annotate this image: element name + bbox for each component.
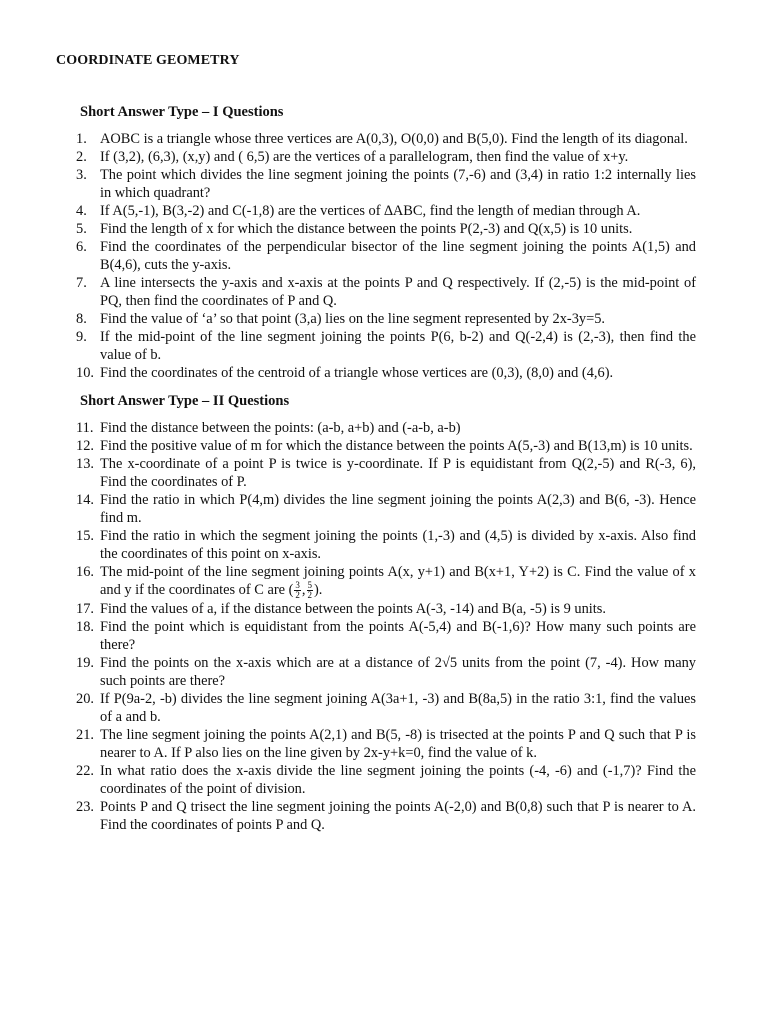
fraction-three-halves [294, 581, 301, 600]
question-text: Points P and Q trisect the line segment joining the points A(-2,0) and B(0,8) such that P is nearer to A. Find the coordinates of points P and Q. [100, 799, 696, 834]
question-item [56, 310, 696, 328]
fraction-numerator: 5 [307, 580, 313, 591]
question-number: 23. [76, 799, 94, 816]
question-text: The mid-point of the line segment joining points A(x, y+1) and B(x+1, Y+2) is C. Find the value of x and y if the coordinates of C are ( [100, 564, 696, 598]
question-text: The line segment joining the points A(2,1) and B(5, -8) is trisected at the points P and Q such that P is nearer to A. If P also lies on the line given by 2x-y+k=0, find the value of k. [100, 727, 696, 762]
question-text: A line intersects the y-axis and x-axis at the points P and Q respectively. If (2,-5) is the mid-point of PQ, then find the coordinates of P and Q. [100, 275, 696, 309]
question-text: The x-coordinate of a point P is twice is y-coordinate. If P is equidistant from Q(2,-5) and R(-3, 6), Find the coordinates of P. [100, 456, 696, 490]
question-number: 6. [76, 239, 87, 255]
question-item [56, 455, 696, 491]
section-title-short-answer-1: Short Answer Type – I Questions [80, 104, 284, 120]
question-number: 14. [76, 492, 94, 508]
question-text: AOBC is a triangle whose three vertices are A(0,3), O(0,0) and B(5,0). Find the length of its diagonal. [100, 131, 688, 147]
question-text: If the mid-point of the line segment joining the points P(6, b-2) and Q(-2,4) is (2,-3), then find the value of b. [100, 329, 696, 363]
question-item [56, 419, 696, 437]
question-text-end: ). [314, 582, 323, 598]
question-number: 4. [76, 203, 87, 219]
question-item [56, 618, 696, 654]
question-text: Find the distance between the points: (a-b, a+b) and (-a-b, a-b) [100, 420, 461, 436]
question-number: 16. [76, 564, 94, 580]
question-text: In what ratio does the x-axis divide the line segment joining the points (-4, -6) and (-1,7)? Find the coordinates of the point of division. [100, 763, 696, 798]
question-number: 2. [76, 149, 87, 165]
question-text: Find the positive value of m for which the distance between the points A(5,-3) and B(13,m) is 10 units. [100, 438, 693, 454]
question-number: 1. [76, 131, 87, 147]
question-number: 9. [76, 329, 87, 345]
question-item [56, 527, 696, 563]
question-item [56, 274, 696, 310]
question-number: 12. [76, 438, 94, 454]
question-item [56, 130, 696, 148]
question-text: Find the ratio in which P(4,m) divides the line segment joining the points A(2,3) and B(6, -3). Hence find m. [100, 492, 696, 526]
question-text: If P(9a-2, -b) divides the line segment joining A(3a+1, -3) and B(8a,5) in the ratio 3:1, find the values of a and b. [100, 691, 696, 726]
question-text: If (3,2), (6,3), (x,y) and ( 6,5) are the vertices of a parallelogram, then find the value of x+y. [100, 149, 629, 165]
question-text: Find the points on the x-axis which are at a distance of 2√5 units from the point (7, -4). How many such points are there? [100, 655, 696, 690]
question-number: 20. [76, 691, 94, 708]
question-item [56, 437, 696, 455]
fraction-denominator: 2 [295, 590, 300, 601]
question-text: The point which divides the line segment joining the points (7,-6) and (3,4) in ratio 1:2 internally lies in which quadrant? [100, 167, 696, 201]
fraction-denominator: 2 [307, 590, 313, 601]
question-text: Find the value of ‘a’ so that point (3,a) lies on the line segment represented by 2x-3y=5. [100, 311, 605, 327]
question-item [56, 762, 696, 798]
question-text: Find the values of a, if the distance between the points A(-3, -14) and B(a, -5) is 9 units. [100, 601, 606, 618]
question-number: 22. [76, 763, 94, 780]
question-number: 19. [76, 655, 94, 672]
question-item [56, 166, 696, 202]
question-item [56, 148, 696, 166]
question-item [56, 798, 696, 834]
document-title: COORDINATE GEOMETRY [56, 53, 240, 68]
question-list-section-1 [56, 130, 696, 382]
question-number: 18. [76, 619, 94, 636]
question-number: 13. [76, 456, 94, 472]
question-text: Find the ratio in which the segment joining the points (1,-3) and (4,5) is divided by x-axis. Also find the coordinates of this point on x-axis. [100, 528, 696, 562]
question-text: If A(5,-1), B(3,-2) and C(-1,8) are the vertices of ∆ABC, find the length of median through A. [100, 203, 641, 219]
question-item [56, 364, 696, 382]
question-number: 8. [76, 311, 87, 327]
question-number: 11. [76, 420, 94, 436]
question-number: 5. [76, 221, 87, 237]
fraction-separator: , [301, 582, 306, 598]
question-item [56, 238, 696, 274]
question-item [56, 600, 696, 618]
section-title-short-answer-2: Short Answer Type – II Questions [80, 393, 290, 409]
question-item [56, 491, 696, 527]
question-number: 10. [76, 365, 94, 381]
question-item [56, 690, 696, 726]
question-item [56, 220, 696, 238]
question-number: 17. [76, 601, 94, 618]
question-text: Find the length of x for which the distance between the points P(2,-3) and Q(x,5) is 10 units. [100, 221, 633, 237]
question-text: Find the coordinates of the centroid of a triangle whose vertices are (0,3), (8,0) and (4,6). [100, 365, 614, 381]
question-number: 7. [76, 275, 87, 291]
question-item [56, 563, 696, 600]
question-number: 15. [76, 528, 94, 544]
fraction-five-halves [307, 581, 314, 600]
question-text: Find the coordinates of the perpendicular bisector of the line segment joining the points A(1,5) and B(4,6), cuts the y-axis. [100, 239, 696, 273]
question-item [56, 726, 696, 762]
question-number: 21. [76, 727, 94, 744]
fraction-numerator: 3 [295, 580, 300, 591]
question-text: Find the point which is equidistant from the points A(-5,4) and B(-1,6)? How many such points are there? [100, 619, 696, 654]
question-item [56, 328, 696, 364]
question-list-section-2 [56, 419, 696, 834]
question-number: 3. [76, 167, 87, 183]
question-item [56, 654, 696, 690]
question-item [56, 202, 696, 220]
